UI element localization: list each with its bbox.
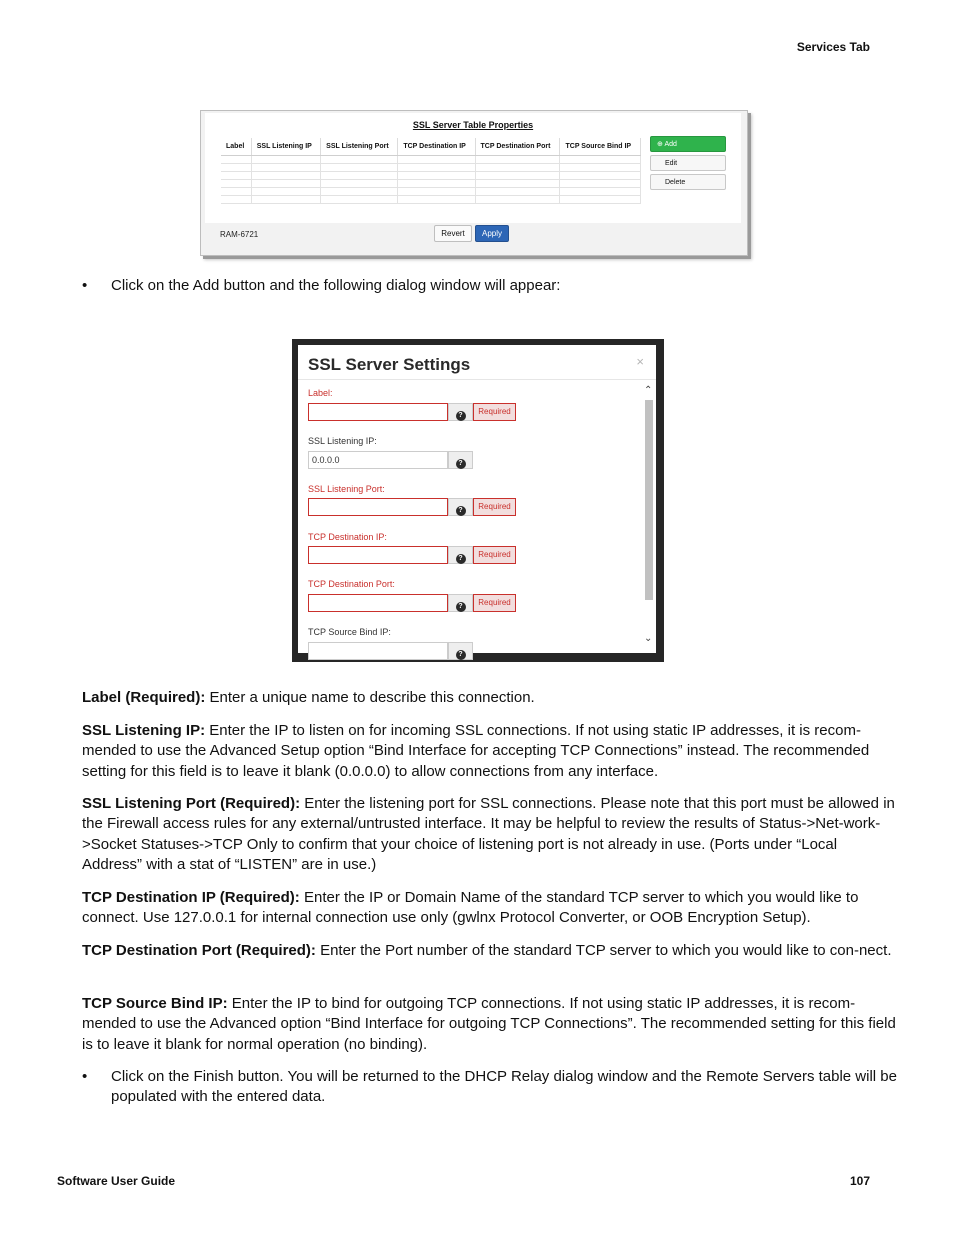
label-input[interactable] — [308, 403, 448, 421]
revert-button[interactable]: Revert — [434, 225, 472, 242]
help-button[interactable] — [448, 546, 473, 564]
table-row — [221, 187, 641, 195]
tcp-destination-port-input[interactable] — [308, 594, 448, 612]
bullet-icon: • — [82, 1068, 88, 1085]
add-button[interactable]: ⊕ Add — [650, 136, 726, 152]
page-number: 107 — [849, 1174, 870, 1188]
question-icon: ? — [456, 459, 466, 469]
description-label: Label (Required): Enter a unique name to describe this connection. — [82, 689, 535, 706]
column-header[interactable]: SSL Listening Port — [321, 138, 398, 155]
table-row — [221, 163, 641, 171]
bullet-icon: • — [82, 277, 88, 294]
running-header: Services Tab — [796, 40, 870, 54]
scrollbar-thumb[interactable] — [645, 400, 653, 600]
question-icon: ? — [456, 554, 466, 564]
question-icon: ? — [456, 411, 466, 421]
chevron-up-icon[interactable]: ⌃ — [644, 385, 653, 396]
ssl-server-settings-dialog — [298, 345, 656, 658]
question-icon: ? — [456, 602, 466, 612]
help-button[interactable] — [448, 451, 473, 469]
required-badge: Required — [473, 546, 516, 564]
column-header[interactable]: Label — [221, 138, 251, 155]
question-icon: ? — [456, 650, 466, 660]
table-title: SSL Server Table Properties — [412, 120, 534, 130]
required-badge: Required — [473, 403, 516, 421]
tcp-destination-ip-input[interactable] — [308, 546, 448, 564]
column-header[interactable]: TCP Destination Port — [475, 138, 560, 155]
tcp-destination-port-label: TCP Destination Port: — [308, 579, 395, 589]
description-tcp-destination-ip: TCP Destination IP (Required): Enter the IP or Domain Name of the standard TCP server to which you would like to connect. Use 127.0.0.1 for internal connection use only (gwlnx Protocol Converter, or OOB Encryption Setup). — [82, 889, 859, 927]
label-field-label: Label: — [308, 388, 333, 398]
description-tcp-destination-port: TCP Destination Port (Required): Enter the Port number of the standard TCP server to which you would like to con-nect. — [82, 942, 892, 959]
device-model: RAM-6721 — [220, 230, 259, 239]
ssl-listening-port-input[interactable] — [308, 498, 448, 516]
table-row — [221, 155, 641, 163]
column-header[interactable]: TCP Destination IP — [398, 138, 475, 155]
ssl-server-table-screenshot — [200, 110, 748, 256]
description-ssl-listening-port: SSL Listening Port (Required): Enter the listening port for SSL connections. Please note that this port must be allowed in the Firewall access rules for any external/untrusted interface. It may be helpful to review the results of Status->Net-work->Socket Statuses->TCP Only to confirm that your choice of listening port is not already in use. (Ports under “Local Address” with a stat of “LISTEN” are in use.) — [82, 795, 895, 873]
tcp-destination-ip-label: TCP Destination IP: — [308, 532, 387, 542]
table-row — [221, 195, 641, 203]
divider — [298, 379, 656, 380]
column-header[interactable]: TCP Source Bind IP — [560, 138, 641, 155]
ssl-listening-ip-input[interactable]: 0.0.0.0 — [308, 451, 448, 469]
description-ssl-listening-ip: SSL Listening IP: Enter the IP to listen on for incoming SSL connections. If not using static IP addresses, it is recom-mended to use the Advanced Setup option “Bind Interface for accepting TCP Connections” instead. The recommended setting for this field is to leave it blank (0.0.0.0) to allow connections from any interface. — [82, 722, 870, 780]
table-panel — [205, 113, 741, 223]
plus-circle-icon: ⊕ — [657, 141, 663, 148]
column-header[interactable]: SSL Listening IP — [251, 138, 320, 155]
chevron-down-icon[interactable]: ⌄ — [644, 633, 653, 644]
close-icon[interactable]: × — [636, 354, 644, 369]
help-button[interactable] — [448, 498, 473, 516]
help-button[interactable] — [448, 642, 473, 660]
ssl-listening-port-label: SSL Listening Port: — [308, 484, 385, 494]
help-button[interactable] — [448, 403, 473, 421]
required-badge: Required — [473, 594, 516, 612]
table-row — [221, 179, 641, 187]
required-badge: Required — [473, 498, 516, 516]
tcp-source-bind-ip-label: TCP Source Bind IP: — [308, 627, 391, 637]
ssl-listening-ip-label: SSL Listening IP: — [308, 436, 377, 446]
dialog-title: SSL Server Settings — [308, 355, 471, 374]
ssl-server-settings-screenshot — [292, 339, 664, 662]
help-button[interactable] — [448, 594, 473, 612]
delete-button[interactable]: Delete — [650, 174, 726, 190]
table-row — [221, 171, 641, 179]
description-tcp-source-bind-ip: TCP Source Bind IP: Enter the IP to bind for outgoing TCP connections. If not using static IP addresses, it is recom-mended to use the Advanced option “Bind Interface for outgoing TCP Connections”. The recommended setting for this field is to leave it blank for normal operation (no binding). — [82, 995, 896, 1053]
ssl-server-table — [221, 138, 641, 204]
footer-title: Software User Guide — [57, 1174, 176, 1188]
tcp-source-bind-ip-input[interactable] — [308, 642, 448, 660]
apply-button[interactable]: Apply — [475, 225, 509, 242]
question-icon: ? — [456, 506, 466, 516]
edit-button[interactable]: Edit — [650, 155, 726, 171]
